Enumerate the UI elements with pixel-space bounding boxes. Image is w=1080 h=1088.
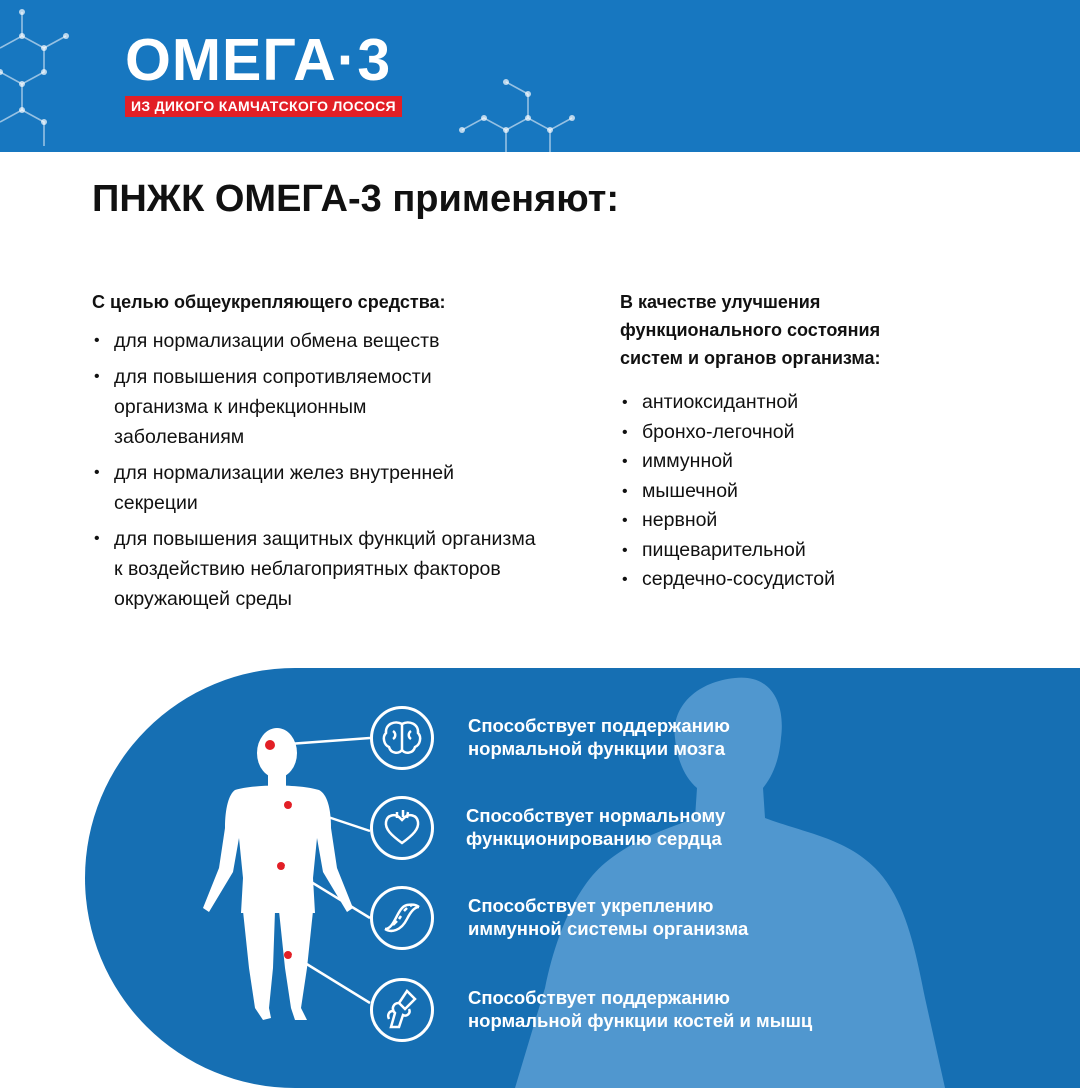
list-item: • бронхо-легочной xyxy=(620,418,1000,448)
brand-title: ОМЕГА·3 xyxy=(125,27,392,93)
brain-circle xyxy=(370,706,434,770)
heart-icon xyxy=(373,799,431,857)
bullet: • xyxy=(622,571,628,588)
bullet: • xyxy=(622,453,628,470)
page-title: ПНЖК ОМЕГА-3 применяют: xyxy=(92,178,620,220)
list-item: • иммунной xyxy=(620,447,1000,477)
list-item: • пищеварительной xyxy=(620,536,1000,566)
benefit-heart: Способствует нормальному функционированию сердца xyxy=(466,805,726,849)
bullet: • xyxy=(622,541,628,559)
list-item: • для повышения защитных функций организма к воздействию неблагоприятных факторов окружающей среды xyxy=(92,524,612,614)
organ-systems-title: В качестве улучшения функционального состояния систем и органов организма: xyxy=(620,292,881,368)
list-item: • мышечной xyxy=(620,477,1000,507)
brand-subtitle: ИЗ ДИКОГО КАМЧАТСКОГО ЛОСОСЯ xyxy=(125,96,402,117)
bullet: • xyxy=(94,332,100,349)
general-use-column xyxy=(92,288,612,620)
benefit-immune: Способствует укреплению иммунной системы организма xyxy=(468,895,749,939)
general-use-list xyxy=(92,326,612,614)
bullet: • xyxy=(94,530,100,547)
bullet: • xyxy=(622,512,628,529)
bullet: • xyxy=(622,394,628,411)
bullet: • xyxy=(94,368,100,385)
list-item: • антиоксидантной xyxy=(620,388,1000,418)
organ-systems-column xyxy=(620,288,1000,595)
heart-circle xyxy=(370,796,434,860)
bullet: • xyxy=(622,423,628,441)
list-item: • сердечно-сосудистой xyxy=(620,565,1000,595)
bullet: • xyxy=(94,464,100,481)
list-item: • для повышения сопротивляемости организма к инфекционным заболеваниям xyxy=(92,362,612,452)
dna-icon xyxy=(373,889,431,947)
header-banner xyxy=(0,0,1080,152)
benefit-bones: Способствует поддержанию нормальной функции костей и мышц xyxy=(468,987,813,1031)
benefit-brain: Способствует поддержанию нормальной функции мозга xyxy=(468,715,730,759)
brand-logo xyxy=(125,28,415,117)
benefits-panel xyxy=(85,668,1080,1088)
organ-systems-list xyxy=(620,388,1000,595)
dna-circle xyxy=(370,886,434,950)
brain-icon xyxy=(373,709,431,767)
joint-icon xyxy=(373,981,431,1039)
list-item: • нервной xyxy=(620,506,1000,536)
list-item: • для нормализации обмена веществ xyxy=(92,326,612,356)
joint-circle xyxy=(370,978,434,1042)
list-item: • для нормализации желез внутренней секреции xyxy=(92,458,612,518)
general-use-title: С целью общеукрепляющего средства: xyxy=(92,292,446,312)
bullet: • xyxy=(622,482,628,500)
